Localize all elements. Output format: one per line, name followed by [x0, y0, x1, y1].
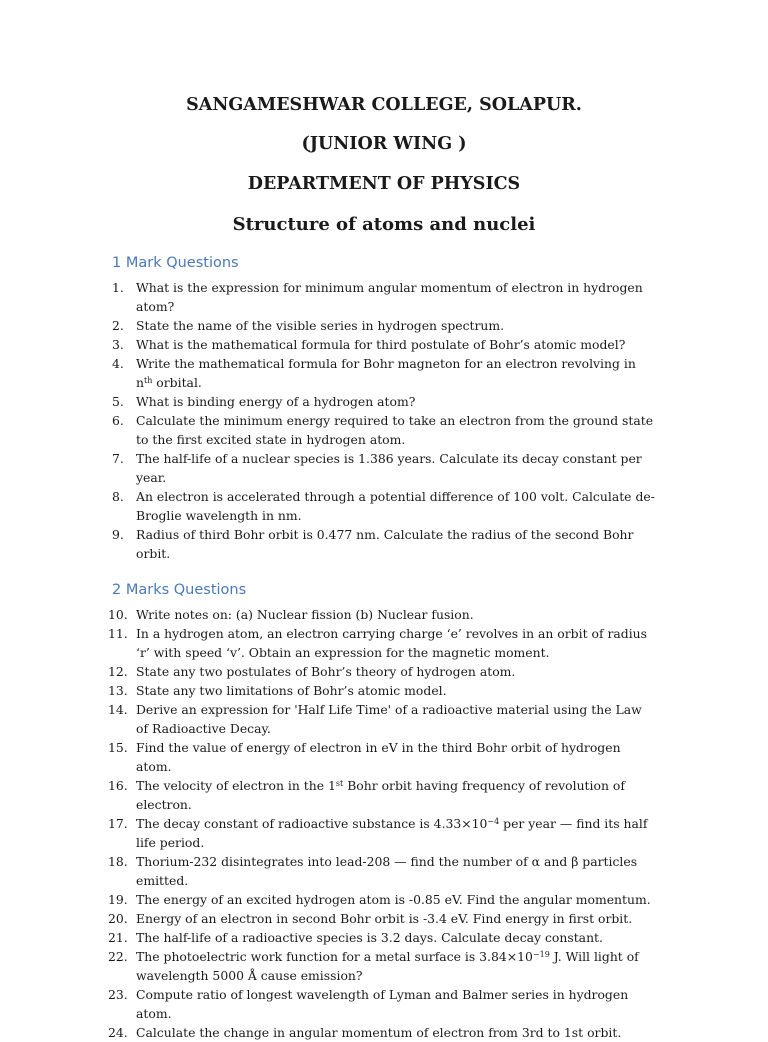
question-text: The energy of an excited hydrogen atom is -0.85 eV. Find the angular momentum.	[136, 892, 651, 907]
question-text: What is binding energy of a hydrogen atom?	[136, 394, 416, 409]
list-item	[112, 525, 656, 563]
question-number: 6.	[112, 413, 124, 428]
question-text: The decay constant of radioactive substance is 4.33×10	[136, 816, 488, 831]
question-number: 12.	[108, 664, 128, 679]
question-text: The half-life of a radioactive species is 3.2 days. Calculate decay constant.	[136, 930, 603, 945]
department-name: DEPARTMENT OF PHYSICS	[247, 174, 521, 194]
question-number: 17.	[108, 816, 128, 831]
question-number: 19.	[108, 892, 128, 907]
question-number: 4.	[112, 356, 124, 371]
question-number: 18.	[108, 854, 128, 869]
list-item	[112, 411, 656, 449]
list-item	[108, 624, 656, 662]
superscript: st	[335, 779, 344, 788]
list-item	[112, 316, 656, 335]
question-number: 1.	[112, 280, 124, 295]
question-text: In a hydrogen atom, an electron carrying charge ‘e’ revolves in an orbit of radius ‘r’ with speed ‘v’. Obtain an expression for the magnetic moment.	[136, 626, 648, 660]
list-item	[112, 335, 656, 354]
question-text: Thorium-232 disintegrates into lead-208 — find the number of α and β particles emitted.	[136, 854, 638, 888]
question-number: 8.	[112, 489, 124, 504]
question-number: 21.	[108, 930, 128, 945]
superscript: −19	[532, 950, 550, 959]
question-number: 5.	[112, 394, 124, 409]
question-text: What is the mathematical formula for third postulate of Bohr’s atomic model?	[136, 337, 626, 352]
superscript: th	[143, 376, 153, 385]
list-item	[108, 700, 656, 738]
list-item	[108, 928, 656, 947]
question-number: 2.	[112, 318, 124, 333]
question-number: 24.	[108, 1025, 128, 1040]
section-heading-2-marks: 2 Marks Questions	[112, 582, 247, 598]
question-text: Bohr orbit having frequency of revolution of electron.	[136, 778, 625, 812]
question-text: State any two limitations of Bohr’s atomic model.	[136, 683, 447, 698]
list-item	[108, 605, 656, 624]
question-number: 20.	[108, 911, 128, 926]
question-text: Calculate the minimum energy required to take an electron from the ground state to the first excited state in hydrogen atom.	[136, 413, 654, 447]
question-number: 7.	[112, 451, 124, 466]
list-item	[108, 1023, 656, 1042]
list-item	[112, 354, 656, 392]
question-list-1-mark	[112, 278, 656, 563]
question-number: 9.	[112, 527, 124, 542]
list-item	[108, 852, 656, 890]
superscript: −4	[487, 817, 500, 826]
list-item	[108, 947, 656, 985]
question-text: Calculate the change in angular momentum of electron from 3rd to 1st orbit.	[136, 1025, 622, 1040]
question-number: 23.	[108, 987, 128, 1002]
question-text: State any two postulates of Bohr’s theory of hydrogen atom.	[136, 664, 516, 679]
question-text: Energy of an electron in second Bohr orbit is -3.4 eV. Find energy in first orbit.	[136, 911, 633, 926]
question-text: State the name of the visible series in hydrogen spectrum.	[136, 318, 505, 333]
question-text: per year — find its half life period.	[136, 816, 648, 850]
list-item	[108, 681, 656, 700]
question-text: An electron is accelerated through a potential difference of 100 volt. Calculate de-Broglie wavelength in nm.	[136, 489, 655, 523]
list-item	[108, 776, 656, 814]
question-text: Write notes on: (a) Nuclear fission (b) Nuclear fusion.	[136, 607, 474, 622]
question-number: 15.	[108, 740, 128, 755]
question-text: Derive an expression for 'Half Life Time' of a radioactive material using the Law of Radioactive Decay.	[136, 702, 642, 736]
list-item	[112, 449, 656, 487]
list-item	[108, 662, 656, 681]
list-item	[112, 487, 656, 525]
question-text: orbital.	[152, 375, 202, 390]
question-text: The velocity of electron in the 1	[136, 778, 336, 793]
college-name: SANGAMESHWAR COLLEGE, SOLAPUR.	[186, 95, 582, 115]
question-text: Find the value of energy of electron in eV in the third Bohr orbit of hydrogen atom.	[136, 740, 621, 774]
list-item	[108, 909, 656, 928]
question-number: 10.	[108, 607, 128, 622]
question-text: The photoelectric work function for a metal surface is 3.84×10	[136, 949, 533, 964]
question-number: 22.	[108, 949, 128, 964]
question-text: Write the mathematical formula for Bohr magneton for an electron revolving in n	[136, 356, 636, 390]
question-number: 11.	[108, 626, 128, 641]
wing-name: (JUNIOR WING )	[301, 134, 467, 154]
question-number: 14.	[108, 702, 128, 717]
question-number: 3.	[112, 337, 124, 352]
question-text: What is the expression for minimum angular momentum of electron in hydrogen atom?	[136, 280, 643, 314]
list-item	[108, 985, 656, 1023]
list-item	[112, 278, 656, 316]
section-heading-1-mark: 1 Mark Questions	[112, 255, 239, 271]
question-text: The half-life of a nuclear species is 1.386 years. Calculate its decay constant per year.	[136, 451, 642, 485]
topic-title: Structure of atoms and nuclei	[232, 214, 536, 235]
list-item	[108, 814, 656, 852]
question-text: Radius of third Bohr orbit is 0.477 nm. Calculate the radius of the second Bohr orbit.	[136, 527, 634, 561]
question-text: J. Will light of wavelength 5000 Å cause emission?	[136, 949, 639, 983]
question-number: 13.	[108, 683, 128, 698]
question-list-2-marks	[108, 605, 656, 1042]
list-item	[108, 738, 656, 776]
list-item	[108, 890, 656, 909]
question-text: Compute ratio of longest wavelength of Lyman and Balmer series in hydrogen atom.	[136, 987, 629, 1021]
question-number: 16.	[108, 778, 128, 793]
list-item	[112, 392, 656, 411]
